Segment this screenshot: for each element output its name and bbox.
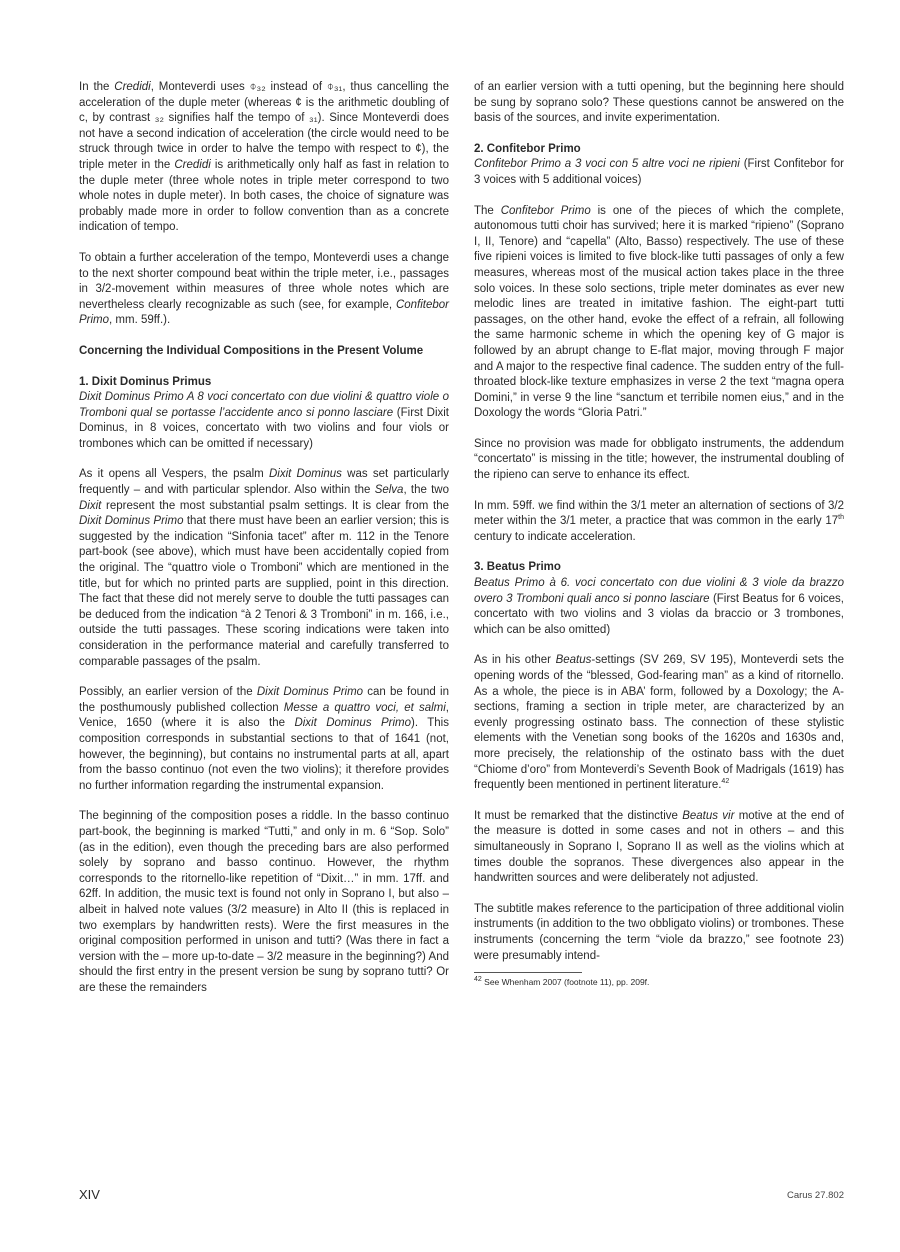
section-heading: Concerning the Individual Compositions in the Present Volume: [79, 344, 424, 357]
credidi-paragraph: In the Credidi, Monteverdi uses ⌽₃₂ instead of ⌽₃₁, thus cancelling the acceleration of the duple meter (whereas ¢ is the arithmetic doubling of c, by contrast ₃₂ signifies half the tempo of ₃₁). Since Monteverdi does not have a second indication of acceleration (the circle would need to be struck through twice in order to halve the tempo with respect to ¢), the triple meter in the Credidi is arithmetically only half as fast in relation to the duple meter (three whole notes in triple meter correspond to two whole notes in duple meter). In both cases, the choice of signature was probably made more in order to follow convention than as a concrete indication of tempo.: [79, 81, 449, 234]
confitebor-paragraph-2: Since no provision was made for obbligato instruments, the addendum “concertato” is missing in the title; however, the instrumental doubling of the ripieno can serve to enhance its effect.: [474, 437, 844, 482]
dixit-paragraph-1: As it opens all Vespers, the psalm Dixit Dominus was set particularly frequently – and with particular splendor. Also within the Selva, the two Dixit represent the most substantial psalm settings. It is clear from the Dixit Dominus Primo that there must have been an earlier version; this is suggested by the indication “Sinfonia tacet” after m. 112 in the Tenore part-book (see above), which must have been accidentally copied from the original. The “quattro viole o Tromboni” which are mentioned in the title, but for which no printed parts are supplied, point in this direction. The fact that these did not merely serve to double the tutti passages can be deduced from the indication “à 2 Tenori & 3 Tromboni” in m. 166, i.e., outside the tutti passages. These scoring indications were taken into consideration in the performance material and carefully transferred to comparable passages of the psalm.: [79, 468, 450, 668]
confitebor-title: Confitebor Primo a 3 voci con 5 altre voci ne ripieni (First Confitebor for 3 voices with 5 additional voices): [474, 158, 845, 186]
right-column: [474, 80, 844, 988]
beatus-paragraph-3: The subtitle makes reference to the participation of three additional violin instruments (in addition to the two obbligato violins) or trombones. These instruments (concerning the term “viole da brazzo,” see footnote 23) were presumably intend-: [474, 902, 844, 962]
footnote-rule: [474, 972, 582, 973]
confitebor-heading: 2. Confitebor Primo: [474, 142, 581, 155]
footnote-42: $^{42}$ See Whenham 2007 (footnote 11), pp. 209f.: [474, 976, 650, 988]
beatus-paragraph-2: It must be remarked that the distinctive Beatus vir motive at the end of the measure is dotted in some cases and not in others – and this simultaneously in Soprano I, Soprano II as well as the violins which at times double the sopranos. These divergences also appear in the handwritten sources and were deliberately not adjusted.: [474, 809, 845, 885]
confitebor-paragraph-3: In mm. 59ff. we find within the 3/1 meter an alternation of sections of 3/2 meter within the 3/1 meter, a practice that was common in the early 17th century to indicate acceleration.: [474, 499, 844, 543]
continuation-paragraph: of an earlier version with a tutti opening, but the beginning here should be sung by soprano solo? These questions cannot be answered on the basis of the sources, and invite experimentation.: [474, 81, 844, 125]
beatus-title: Beatus Primo à 6. voci concertato con due violini & 3 viole da brazzo overo 3 Tromboni quali anco si ponno lasciare (First Beatus for 6 voices, concertato with two violins and 3 violas da braccio or 3 trombones, which can be also omitted): [474, 577, 844, 636]
acceleration-paragraph: To obtain a further acceleration of the tempo, Monteverdi uses a change to the next shorter compound beat within the triple meter, i.e., passages in 3/2-movement within measures of three whole notes which are nevertheless clearly recognizable as such (see, for example, Confitebor Primo, mm. 59ff.).: [79, 251, 449, 327]
page-number: XIV: [79, 1187, 100, 1202]
catalogue-number: Carus 27.802: [786, 1190, 844, 1201]
left-column: [79, 80, 449, 996]
dixit-paragraph-2: Possibly, an earlier version of the Dixit Dominus Primo can be found in the posthumously published collection Messe a quattro voci, et salmi, Venice, 1650 (where it is also the Dixit Dominus Primo). This composition corresponds in substantial sections to that of 1641 (not, however, the beginning), but contains no instrumental parts at all, apart from the basso continuo (not even the two violins); it therefore provides no further information regarding the instrumental expansion.: [79, 686, 449, 792]
dixit-title: Dixit Dominus Primo A 8 voci concertato con due violini & quattro viole o Tromboni qual se portasse l’accidente anco si ponno lasciare (First Dixit Dominus, in 8 voices, concertato with two violins and four viols or trombones which can be omitted if necessary): [79, 391, 449, 450]
confitebor-paragraph-1: The Confitebor Primo is one of the pieces of which the complete, autonomous tutti choir has survived; here it is marked “ripieno” (Soprano I, II, Tenore) and “capella” (Alto, Basso) respectively. The use of these five ripieni voices is limited to five block-like tutti passages of only a few measures, whereas most of the musical action takes place in the three solo voices. In these solo sections, triple meter dominates as ever new melodic lines are treated in imitative fashion. The eight-part tutti passages, on the other hand, evoke the effect of a refrain, all following the same harmonic scheme in which the opening key of G major is followed by an abrupt change to E-flat major, moving through F major and A major to the respective final cadence. The sudden entry of the full-throated block-like texture emphasizes in verse 2 the text “magna opera Domini,” in verse 9 the line “sanctum et terribile nomen eius,” and in the Doxology the words “Gloria Patri.”: [474, 204, 844, 420]
beatus-heading: 3. Beatus Primo: [474, 561, 561, 574]
dixit-paragraph-3: The beginning of the composition poses a riddle. In the basso continuo part-book, the beginning is marked “Tutti,” and only in m. 6 “Sop. Solo” (as in the edition), even though the preceding bars are also performed solely by soprano and basso continuo. However, the rhythm corresponds to the ritornello-like repetition of “Dixit…” in mm. 17ff. and 62ff. In addition, the music text is found not only in Soprano I, but also – albeit in halved note values (3/2 measure) in Alto II (this is replaced in two exemplars by handwritten rests). Were the first measures in the original composition performed in unison and tutti? (Was there in fact a version with the – more up-to-date – 3/2 measure in the beginning?) And should the first entry in the present version be sung by soprano tutti? Or are these the remainders: [79, 810, 449, 994]
dixit-heading: 1. Dixit Dominus Primus: [79, 375, 212, 388]
beatus-paragraph-1: As in his other Beatus-settings (SV 269, SV 195), Monteverdi sets the opening words of the “blessed, God-fearing man” as a kind of ritornello. As a whole, the piece is in ABA’ form, followed by a Doxology; the A-sections, framing a section in triple meter, are characterized by an evenly progressing ostinato bass. The connection of these stylistic elements with the Venetian song books of the 1620s and 1630s and, more precisely, the relationship of the ostinato bass with the duet “Chiome d’oro” from Monteverdi’s Seventh Book of Madrigals (1619) has frequently been mentioned in pertinent literature.$^{42}$: [474, 654, 844, 792]
